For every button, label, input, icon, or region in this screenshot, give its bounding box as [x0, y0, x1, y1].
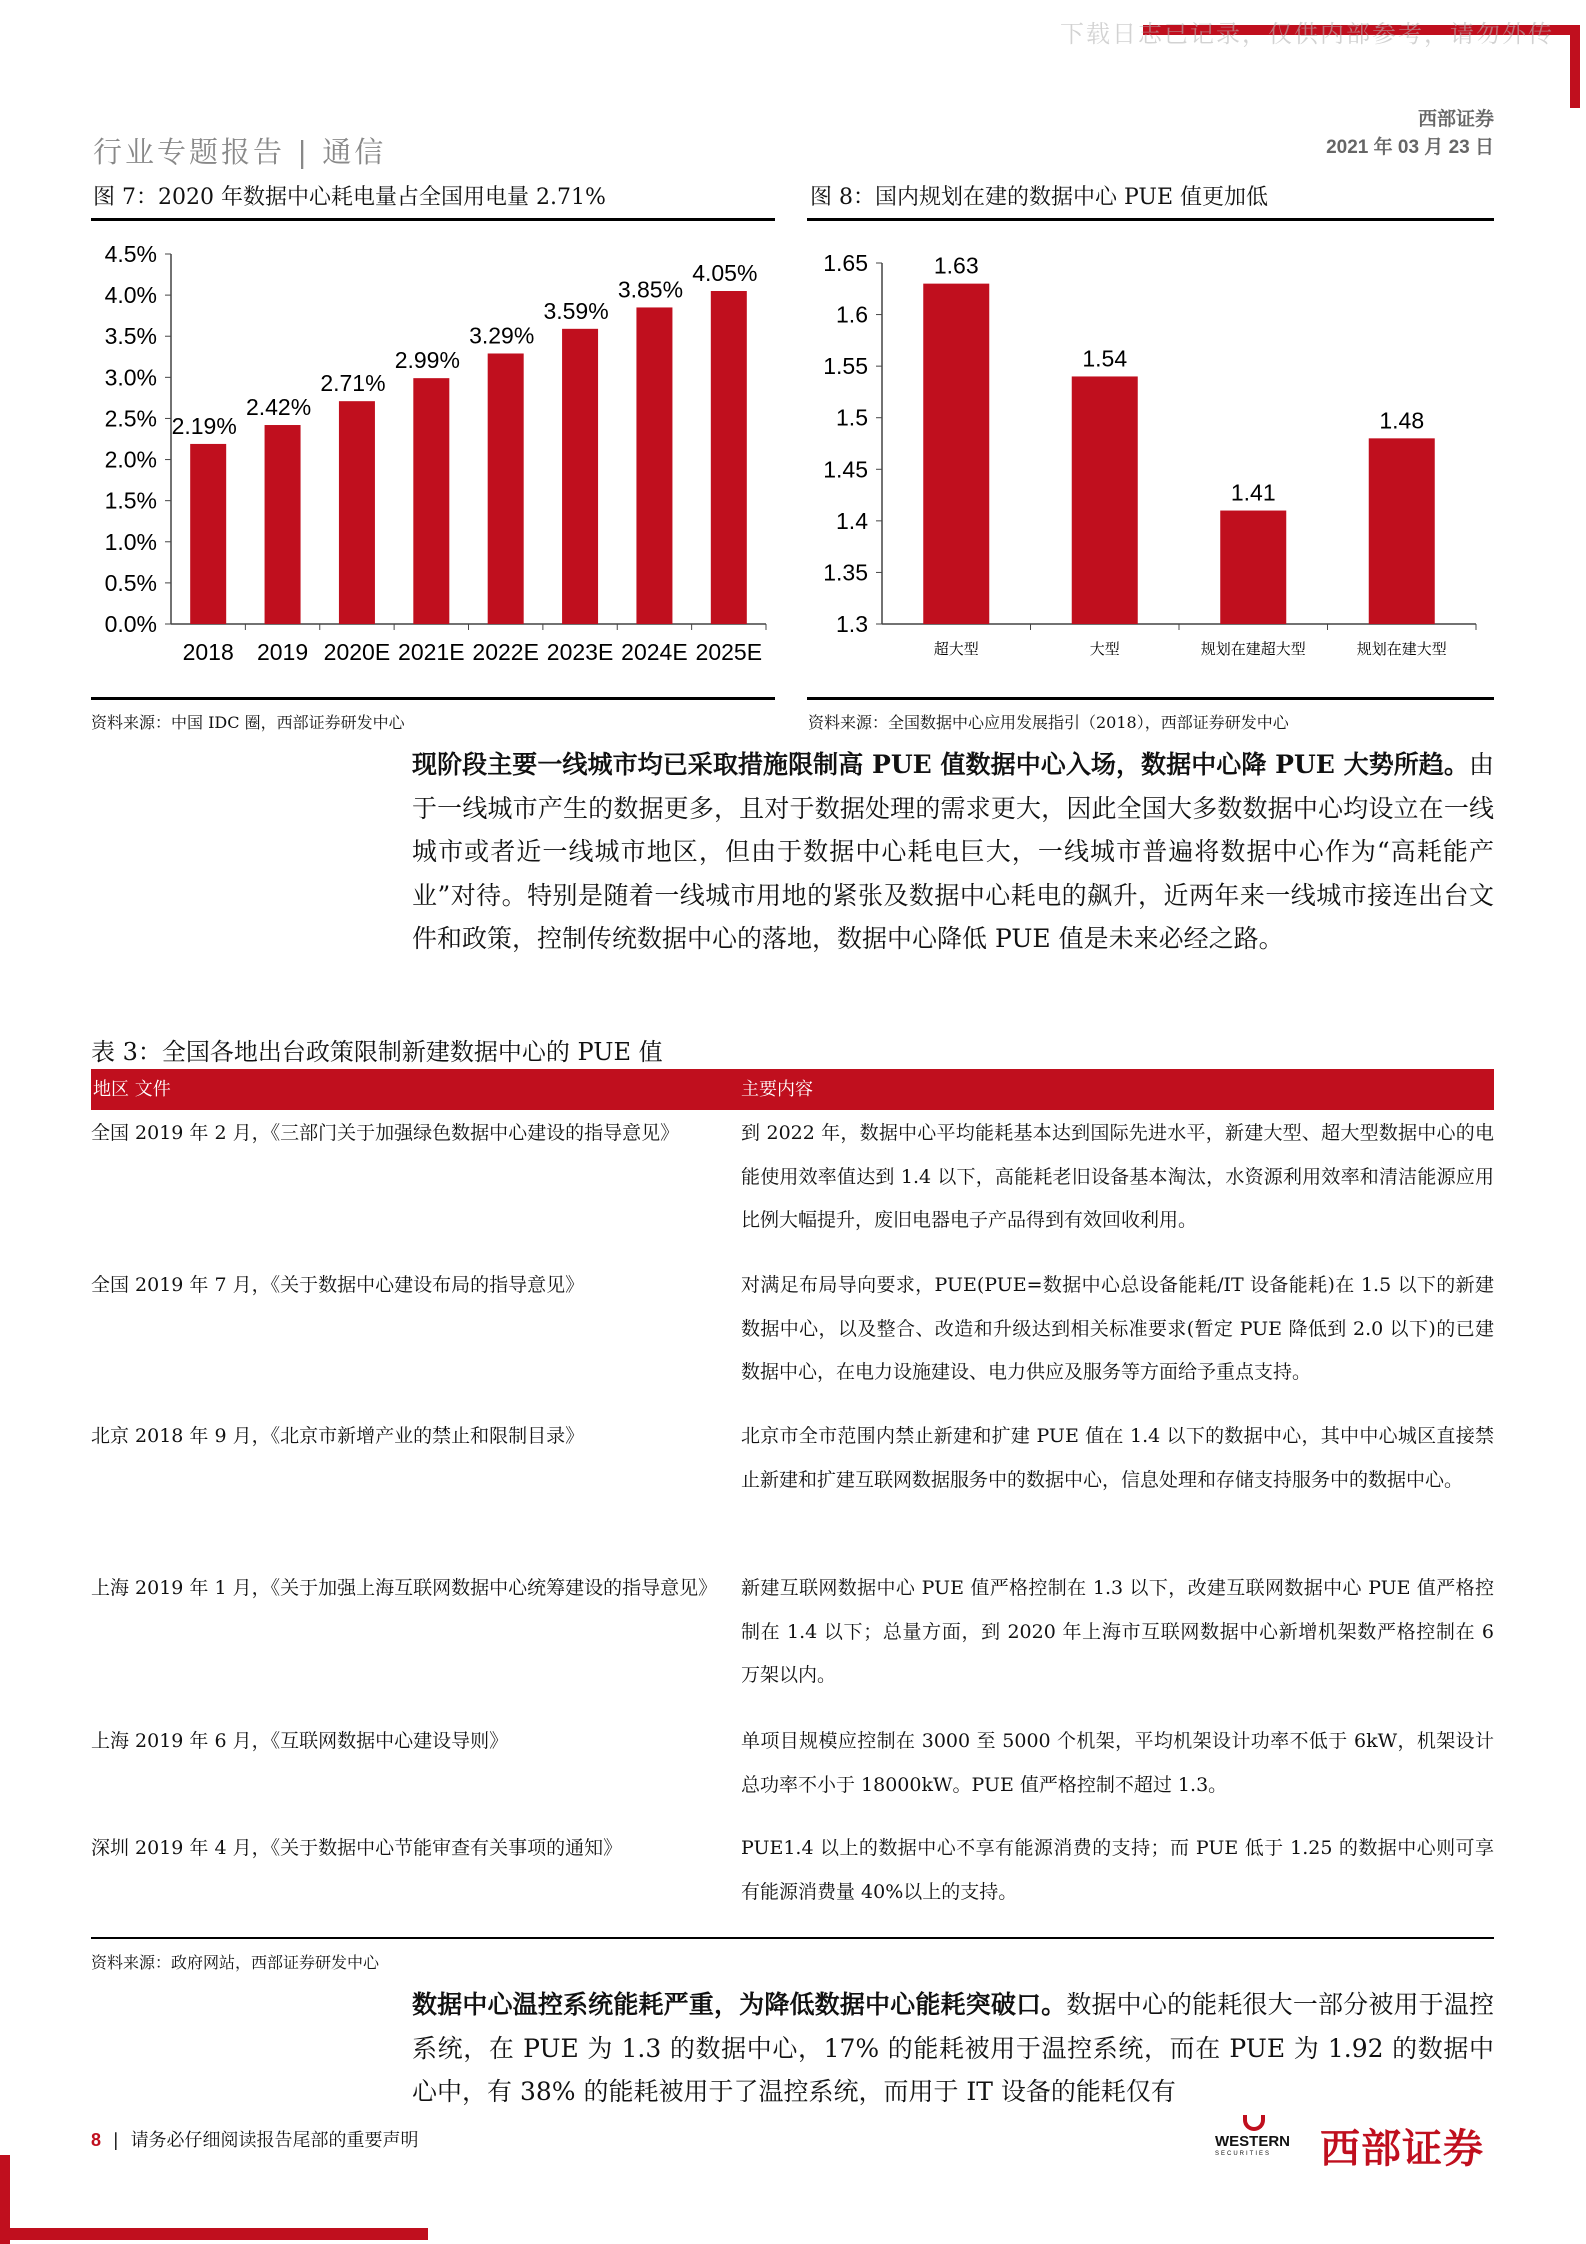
- y-tick-label: 1.65: [823, 250, 868, 276]
- bar: [488, 353, 524, 624]
- row-content: 单项目规模应控制在 3000 至 5000 个机架，平均机架设计功率不低于 6kW，机架设计总功率不小于 18000kW。PUE 值严格控制不超过 1.3。: [741, 1730, 1494, 1796]
- company-logo: [1215, 2115, 1495, 2171]
- bar: [1369, 438, 1435, 624]
- data-label: 2.42%: [245, 394, 312, 421]
- fig8-chart: [793, 0, 1586, 700]
- row-content: PUE1.4 以上的数据中心不享有能源消费的支持；而 PUE 低于 1.25 的数据中心则可享有能源消费量 40%以上的支持。: [741, 1837, 1494, 1903]
- table-header-file: 地区 文件: [93, 1079, 171, 1100]
- table-header: [91, 1069, 1494, 1110]
- y-tick-label: 1.4: [836, 507, 868, 534]
- paragraph-2-body: 数据中心的能耗很大一部分被用于温控系统，在 PUE 为 1.3 的数据中心，17% 的能耗被用于温控系统，而在 PUE 为 1.92 的数据中心中，有 38% 的能耗被用于了温控系统，而用于 IT 设备的能耗仅有: [412, 1990, 1494, 2106]
- paragraph-1: [412, 743, 1494, 961]
- logo-cn: 西部证券: [1320, 2127, 1484, 2171]
- row-content: 新建互联网数据中心 PUE 值严格控制在 1.3 以下，改建互联网数据中心 PUE 值严格控制在 1.4 以下；总量方面，到 2020 年上海市互联网数据中心新增机架数严格控制在 6 万架以内。: [741, 1577, 1494, 1686]
- category-label: 规划在建超大型: [1200, 640, 1306, 658]
- bar: [711, 291, 747, 624]
- y-tick-label: 1.0%: [104, 528, 157, 555]
- data-label: 1.63: [933, 252, 979, 279]
- fig8-title: 图 8：国内规划在建的数据中心 PUE 值更加低: [810, 185, 1268, 210]
- category-label: 2018: [182, 639, 234, 665]
- row-content: 到 2022 年，数据中心平均能耗基本达到国际先进水平，新建大型、超大型数据中心的电能使用效率值达到 1.4 以下，高能耗老旧设备基本淘汰，水资源利用效率和清洁能源应用比例大幅提升，废旧电器电子产品得到有效回收利用。: [741, 1122, 1494, 1231]
- data-label: 2.71%: [320, 370, 386, 397]
- y-tick-label: 0.0%: [104, 611, 157, 637]
- data-label: 1.41: [1230, 479, 1276, 506]
- y-tick-label: 2.5%: [104, 405, 157, 432]
- footer-disclaimer: 请务必仔细阅读报告尾部的重要声明: [130, 2130, 419, 2151]
- bar: [265, 425, 301, 624]
- footer-divider: |: [112, 2130, 119, 2151]
- category-label: 2023E: [546, 639, 614, 665]
- data-label: 1.54: [1082, 345, 1128, 372]
- fig7-bottom-rule: [91, 697, 775, 700]
- paragraph-2: [412, 1983, 1494, 2114]
- data-label: 3.59%: [543, 297, 609, 324]
- data-label: 2.99%: [394, 347, 460, 374]
- data-label: 2.19%: [171, 412, 237, 439]
- table-source: 资料来源：政府网站，西部证券研发中心: [91, 1953, 380, 1972]
- y-tick-label: 4.5%: [104, 241, 157, 267]
- category-label: 2021E: [398, 639, 465, 665]
- y-tick-label: 1.5: [836, 404, 868, 431]
- y-tick-label: 1.3: [836, 611, 868, 637]
- paragraph-2-lead: 数据中心温控系统能耗严重，为降低数据中心能耗突破口。: [412, 1990, 1067, 2019]
- y-tick-label: 0.5%: [104, 569, 157, 596]
- footer: [91, 2126, 419, 2152]
- fig8-bottom-rule: [807, 697, 1494, 700]
- y-tick-label: 1.5%: [104, 487, 157, 514]
- y-tick-label: 3.0%: [104, 364, 157, 391]
- paragraph-1-lead: 现阶段主要一线城市均已采取措施限制高 PUE 值数据中心入场，数据中心降 PUE 大势所趋。: [412, 750, 1469, 779]
- corner-bar-bottom-h: [0, 2228, 428, 2240]
- category-label: 2020E: [323, 639, 391, 665]
- fig7-title: 图 7：2020 年数据中心耗电量占全国用电量 2.71%: [93, 185, 606, 210]
- row-content: 对满足布局导向要求，PUE(PUE=数据中心总设备能耗/IT 设备能耗)在 1.5 以下的新建数据中心，以及整合、改造和升级达到相关标准要求(暂定 PUE 降低到 2.0 以下)的已建数据中心，在电力设施建设、电力供应及服务等方面给予重点支持。: [741, 1274, 1494, 1383]
- row-content: 北京市全市范围内禁止新建和扩建 PUE 值在 1.4 以下的数据中心，其中中心城区直接禁止新建和扩建互联网数据服务中的数据中心，信息处理和存储支持服务中的数据中心。: [741, 1425, 1494, 1491]
- table-header-content: 主要内容: [741, 1079, 813, 1100]
- y-tick-label: 1.55: [823, 353, 868, 380]
- y-tick-label: 1.35: [823, 559, 868, 586]
- y-tick-label: 3.5%: [104, 323, 157, 350]
- bar: [636, 307, 672, 624]
- category-label: 规划在建大型: [1356, 640, 1447, 658]
- table-title: 表 3：全国各地出台政策限制新建数据中心的 PUE 值: [91, 1038, 663, 1066]
- y-tick-label: 4.0%: [104, 282, 157, 309]
- bar: [1220, 511, 1286, 624]
- company-name: 西部证券: [1417, 108, 1494, 130]
- report-date: 2021 年 03 月 23 日: [1326, 137, 1494, 158]
- category-label: 2022E: [472, 639, 539, 665]
- fig7-source: 资料来源：中国 IDC 圈，西部证券研发中心: [91, 713, 405, 732]
- category-label: 2024E: [621, 639, 688, 665]
- bar: [562, 329, 598, 624]
- data-label: 4.05%: [692, 260, 758, 286]
- category-label: 大型: [1089, 640, 1120, 658]
- bar: [190, 444, 226, 624]
- y-tick-label: 2.0%: [104, 446, 157, 473]
- bar: [339, 401, 375, 624]
- page-number: 8: [91, 2130, 102, 2150]
- row-file: 深圳 2019 年 4 月，《关于数据中心节能审查有关事项的通知》: [91, 1837, 623, 1859]
- bar: [413, 378, 449, 624]
- row-file: 全国 2019 年 7 月，《关于数据中心建设布局的指导意见》: [91, 1274, 585, 1296]
- category-label: 2019: [256, 639, 309, 665]
- data-label: 1.48: [1379, 407, 1425, 434]
- bar: [923, 284, 989, 624]
- row-file: 上海 2019 年 1 月，《关于加强上海互联网数据中心统筹建设的指导意见》: [91, 1577, 718, 1599]
- category-label: 2025E: [695, 639, 763, 665]
- row-file: 全国 2019 年 2 月，《三部门关于加强绿色数据中心建设的指导意见》: [91, 1122, 680, 1144]
- row-file: 上海 2019 年 6 月，《互联网数据中心建设导则》: [91, 1730, 509, 1752]
- bull-icon: [1243, 2115, 1265, 2131]
- report-type: 行业专题报告 | 通信: [93, 135, 387, 169]
- table-bottom-rule: [91, 1937, 1494, 1939]
- y-tick-label: 1.6: [836, 301, 868, 328]
- data-label: 3.29%: [469, 322, 535, 349]
- data-label: 3.85%: [617, 276, 684, 303]
- bar: [1072, 376, 1138, 624]
- logo-en: WESTERN: [1215, 2133, 1290, 2150]
- paragraph-1-body: 由于一线城市产生的数据更多，且对于数据处理的需求更大，因此全国大多数数据中心均设立在一线城市或者近一线城市地区，但由于数据中心耗电巨大，一线城市普遍将数据中心作为“高耗能产业”对待。特别是随着一线城市用地的紧张及数据中心耗电的飙升，近两年来一线城市接连出台文件和政策，控制传统数据中心的落地，数据中心降低 PUE 值是未来必经之路。: [412, 750, 1494, 953]
- fig7-chart: [0, 0, 793, 700]
- fig8-source: 资料来源：全国数据中心应用发展指引（2018），西部证券研发中心: [808, 713, 1289, 732]
- logo-en-sub: SECURITIES: [1215, 2151, 1272, 2157]
- y-tick-label: 1.45: [823, 456, 868, 483]
- row-file: 北京 2018 年 9 月，《北京市新增产业的禁止和限制目录》: [91, 1425, 585, 1447]
- watermark: 下载日志已记录，仅供内部参考，请勿外传: [1060, 20, 1554, 48]
- category-label: 超大型: [933, 640, 979, 658]
